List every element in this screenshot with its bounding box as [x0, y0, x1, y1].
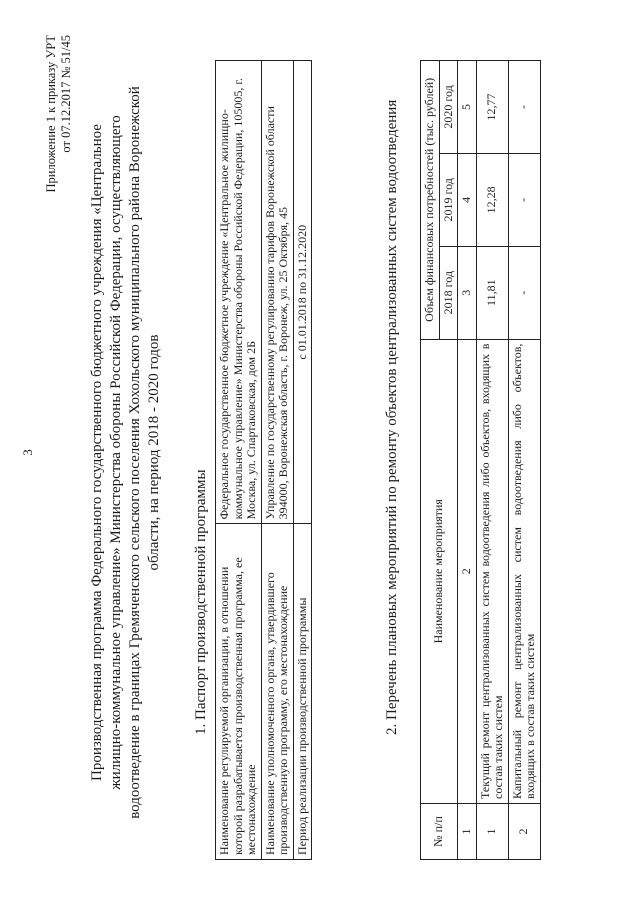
- page-number: 3: [20, 449, 35, 456]
- row-value: -: [508, 153, 540, 246]
- passport-label: Период реализации производственной программы: [293, 524, 312, 860]
- column-number: 2: [458, 339, 477, 803]
- row-value: -: [508, 61, 540, 154]
- passport-value: Федеральное государственное бюджетное учреждение «Центральное жилищно-коммунальное управление» Министерства обороны Российской Федерации, 105005, г. Москва, ул. Спартаковская, дом 2Б: [216, 61, 262, 524]
- column-number: 4: [458, 153, 477, 246]
- table-header-row: [421, 61, 440, 860]
- table-row: [216, 61, 262, 860]
- row-value: 12,77: [476, 61, 508, 154]
- passport-value: Управление по государственному регулированию тарифов Воронежской области 394000, Воронежская область, г. Воронеж, ул. 25 Октября, 45: [261, 61, 293, 524]
- row-value: 11,81: [476, 246, 508, 339]
- passport-table: [215, 60, 312, 860]
- section-2-heading: 2. Перечень плановых мероприятий по ремонту объектов централизованных систем водоотведения: [384, 99, 400, 735]
- header-num: № п/п: [421, 803, 458, 859]
- row-num: 1: [476, 803, 508, 859]
- appendix-line-2: от 07.12.2017 № 51/45: [59, 35, 73, 153]
- program-title: [88, 55, 164, 850]
- title-line: Производственная программа Федерального государственного бюджетного учреждения «Центральное: [89, 124, 105, 781]
- row-value: 12,28: [476, 153, 508, 246]
- row-name: Капитальный ремонт централизованных систем водоотведения либо объектов, входящих в состав таких систем: [508, 339, 540, 803]
- column-number: 5: [458, 61, 477, 154]
- appendix-line-1: Приложение 1 к приказу УРТ: [44, 35, 58, 193]
- measures-table: [420, 60, 541, 860]
- row-name: Текущий ремонт централизованных систем водоотведения либо объектов, входящих в состав таких систем: [476, 339, 508, 803]
- column-number-row: [458, 61, 477, 860]
- header-name: Наименование мероприятия: [421, 339, 458, 803]
- passport-label: Наименование уполномоченного органа, утвердившего производственную программу, его местонахождение: [261, 524, 293, 860]
- table-row: [261, 61, 293, 860]
- header-finance: Объем финансовых потребностей (тыс. рублей): [421, 61, 440, 340]
- table-row: [508, 61, 540, 860]
- title-line: водоотведение в границах Гремяченского сельского поселения Хохольского муниципального района Воронежской: [127, 86, 143, 819]
- appendix-note: [44, 35, 74, 265]
- row-num: 2: [508, 803, 540, 859]
- header-year: 2020 год: [439, 61, 458, 154]
- column-number: 3: [458, 246, 477, 339]
- row-value: -: [508, 246, 540, 339]
- header-year: 2019 год: [439, 153, 458, 246]
- header-year: 2018 год: [439, 246, 458, 339]
- passport-value: с 01.01.2018 по 31.12.2020: [293, 61, 312, 524]
- title-line: области, на период 2018 - 2020 годов: [146, 334, 162, 571]
- section-1-heading: 1. Паспорт производственной программы: [193, 469, 209, 735]
- column-number: 1: [458, 803, 477, 859]
- passport-label: Наименование регулируемой организации, в отношении которой разрабатывается производственная программа, ее местонахождение: [216, 524, 262, 860]
- title-line: жилищно-коммунальное управление» Министерства обороны Российской Федерации, осуществляющего: [108, 115, 124, 790]
- table-row: [476, 61, 508, 860]
- table-row: [293, 61, 312, 860]
